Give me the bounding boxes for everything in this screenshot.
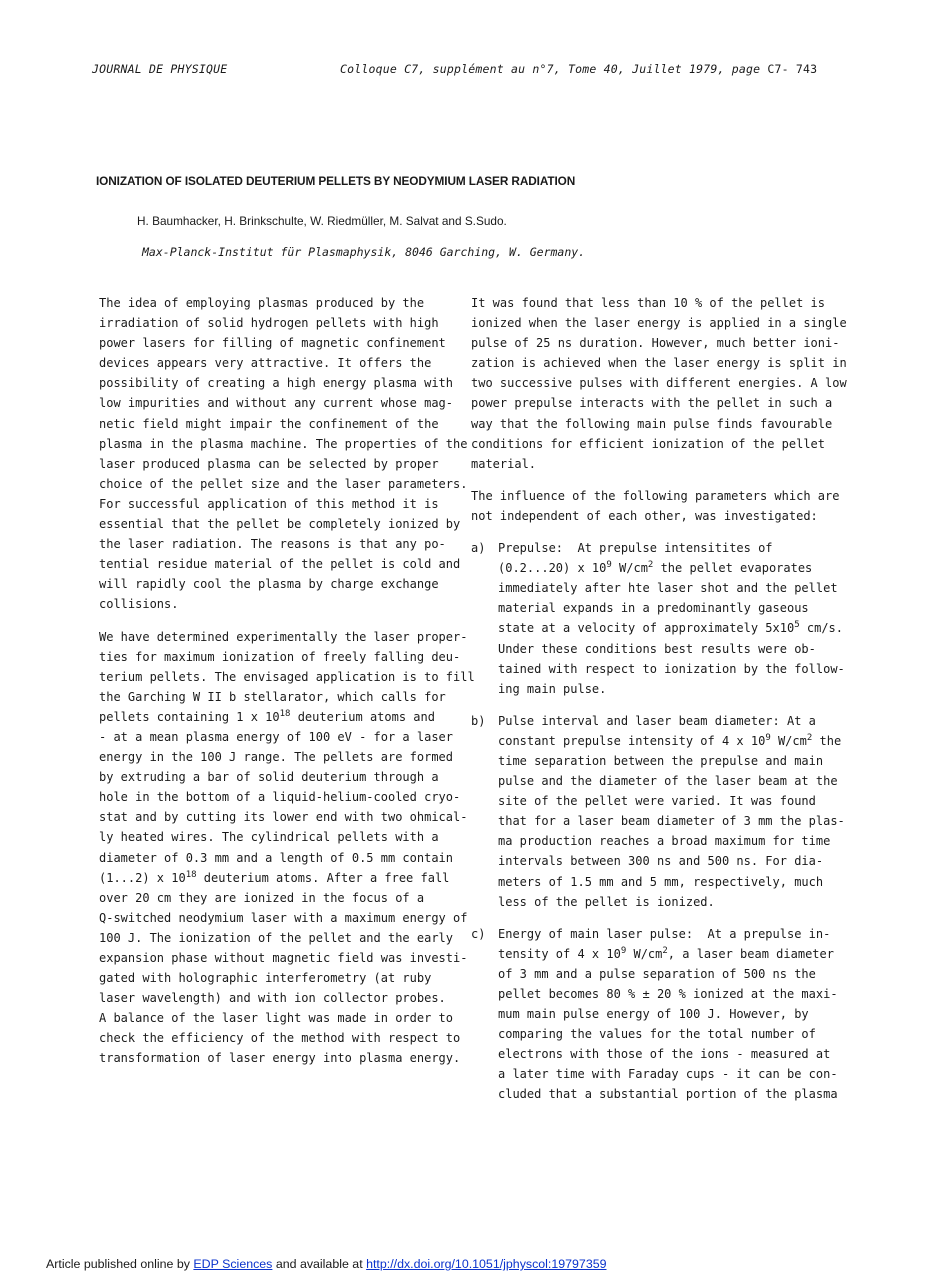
text-line: over 20 cm they are ionized in the focus of a [99, 890, 425, 905]
text-line: pellets containing 1 x $10^{18}$ deuterium atoms and [99, 708, 435, 724]
text-line: - at a mean plasma energy of 100 eV - for a laser [99, 729, 454, 744]
text-line: ly heated wires. The cylindrical pellets with a [99, 830, 439, 845]
list-item-body [498, 538, 845, 699]
text-line: laser wavelength) and with ion collector probes. [99, 991, 446, 1006]
text-line: ing main pulse. [498, 681, 607, 696]
text-line: For successful application of this method it is [99, 496, 439, 511]
text-line: by extruding a bar of solid deuterium through a [99, 770, 439, 785]
text-line: netic field might impair the confinement of the [99, 416, 439, 431]
text-line: pellet becomes 80 % ± 20 % ionized at the maxi- [498, 987, 838, 1001]
text-line: energy in the 100 J range. The pellets are formed [99, 750, 454, 765]
text-line: (1...2) x $10^{18}$ deuterium atoms. After a free fall [99, 869, 450, 885]
text-line: It was found that less than 10 % of the pellet is [471, 296, 826, 310]
text-line: Energy of main laser pulse: At a prepulse in- [498, 926, 831, 941]
text-line: immediately after hte laser shot and the pellet [498, 581, 838, 596]
text-line: devices appears very attractive. It offers the [99, 356, 432, 371]
page-number: C7- 743 [767, 62, 818, 76]
text-line: power lasers for filling of magnetic confinement [99, 336, 446, 351]
text-line: the laser radiation. The reasons is that any po- [99, 537, 446, 552]
author-list: H. Baumhacker, H. Brinkschulte, W. Riedmüller, M. Salvat and S.Sudo. [137, 214, 507, 228]
text-line: not independent of each other, was investigated: [471, 508, 818, 523]
text-line: terium pellets. The envisaged application is to fill [99, 669, 475, 684]
text-line: less of the pellet is ionized. [498, 894, 715, 909]
text-line: material. [471, 456, 537, 471]
text-line: intervals between 300 ns and 500 ns. For dia- [498, 854, 824, 869]
text-line: comparing the values for the total number of [498, 1027, 816, 1042]
text-line: cluded that a substantial portion of the plasma [498, 1087, 838, 1102]
journal-name: JOURNAL DE PHYSIQUE [92, 62, 228, 76]
text-line: low impurities and without any current whose mag- [99, 396, 454, 411]
text-line: zation is achieved when the laser energy is split in [471, 356, 847, 371]
text-line: power prepulse interacts with the pellet in such a [471, 396, 833, 411]
list-item-label: a) [471, 541, 486, 556]
text-line: The influence of the following parameters which are [471, 488, 840, 503]
text-line: of 3 mm and a pulse separation of 500 ns the [498, 966, 816, 981]
text-line: constant prepulse intensity of 4 x $10^9$ $W/cm^2$ the [498, 732, 842, 748]
list-item [471, 538, 851, 699]
text-line: essential that the pellet be completely ionized by [99, 517, 461, 532]
text-line: irradiation of solid hydrogen pellets with high [99, 316, 439, 331]
list-item-label: c) [471, 926, 486, 941]
text-line: tential residue material of the pellet is cold and [99, 557, 461, 572]
text-line: Q-switched neodymium laser with a maximum energy of [99, 910, 468, 925]
footer-middle: and available at [272, 1257, 367, 1271]
text-line: transformation of laser energy into plasma energy. [99, 1051, 461, 1066]
text-line: expansion phase without magnetic field was investi- [99, 951, 468, 965]
text-line: pulse of 25 ns duration. However, much better ioni- [471, 336, 840, 351]
text-line: We have determined experimentally the laser proper- [99, 629, 468, 644]
text-line: conditions for efficient ionization of the pellet [471, 436, 826, 451]
paper-title: IONIZATION OF ISOLATED DEUTERIUM PELLETS BY NEODYMIUM LASER RADIATION [96, 174, 576, 188]
text-line: way that the following main pulse finds favourable [471, 416, 833, 431]
list-item [471, 711, 851, 912]
text-line: A balance of the laser light was made in order to [99, 1011, 454, 1026]
text-line: site of the pellet were varied. It was found [498, 794, 816, 809]
affiliation: Max-Planck-Institut für Plasmaphysik, 8046 Garching, W. Germany. [142, 245, 586, 259]
text-line: Prepulse: At prepulse intensitites of [498, 541, 773, 556]
text-line: will rapidly cool the plasma by charge exchange [99, 577, 439, 592]
text-line: mum main pulse energy of 100 J. However, by [498, 1007, 809, 1022]
right-column [471, 293, 851, 1105]
text-line: diameter of 0.3 mm and a length of 0.5 mm contain [99, 850, 454, 865]
text-line: plasma in the plasma machine. The properties of the [99, 436, 468, 451]
list-item-body [498, 711, 845, 912]
text-line: hole in the bottom of a liquid-helium-cooled cryo- [99, 790, 461, 805]
text-line: meters of 1.5 mm and 5 mm, respectively, much [498, 874, 824, 889]
text-line: The idea of employing plasmas produced by the [99, 296, 425, 310]
text-line: pulse and the diameter of the laser beam at the [498, 774, 838, 789]
text-line: electrons with those of the ions - measured at [498, 1047, 831, 1062]
text-line: the Garching W II b stellarator, which calls for [99, 689, 446, 704]
text-line: stat and by cutting its lower end with two ohmical- [99, 810, 468, 825]
left-column [99, 293, 475, 1069]
text-line: a later time with Faraday cups - it can be con- [498, 1067, 838, 1082]
text-line: 100 J. The ionization of the pellet and the early [99, 930, 454, 945]
text-line: state at a velocity of approximately $5x10^5$ cm/s. [498, 620, 843, 636]
text-line: (0.2...20) x $10^9$ $W/cm^2$ the pellet evaporates [498, 560, 813, 576]
text-line: Pulse interval and laser beam diameter: At a [498, 713, 816, 728]
doi-link[interactable]: http://dx.doi.org/10.1051/jphyscol:19797359 [366, 1257, 607, 1271]
text-line: laser produced plasma can be selected by proper [99, 456, 439, 471]
list-item-body [498, 924, 838, 1105]
text-line: that for a laser beam diameter of 3 mm the plas- [498, 814, 845, 829]
list-item-label: b) [471, 713, 486, 728]
text-line: two successive pulses with different energies. A low [471, 376, 847, 391]
publisher-link[interactable]: EDP Sciences [193, 1257, 273, 1271]
text-line: gated with holographic interferometry (at ruby [99, 971, 432, 986]
footer-prefix: Article published online by [46, 1257, 194, 1271]
colloque-info: Colloque C7, supplément au n°7, Tome 40, Juillet 1979, page [340, 62, 761, 76]
text-line: material expands in a predominantly gaseous [498, 601, 809, 616]
text-line: collisions. [99, 597, 179, 612]
list-item [471, 924, 851, 1105]
text-line: ionized when the laser energy is applied in a single [471, 316, 847, 331]
text-line: ties for maximum ionization of freely falling deu- [99, 649, 461, 664]
text-line: Under these conditions best results were ob- [498, 641, 816, 656]
text-line: tained with respect to ionization by the follow- [498, 661, 845, 676]
text-line: time separation between the prepulse and main [498, 753, 824, 768]
text-line: check the efficiency of the method with respect to [99, 1031, 461, 1046]
colloque-header [340, 62, 817, 76]
text-line: ma production reaches a broad maximum for time [498, 834, 831, 849]
publication-footer [46, 1257, 607, 1271]
text-line: choice of the pellet size and the laser parameters. [99, 476, 468, 491]
text-line: possibility of creating a high energy plasma with [99, 376, 454, 391]
text-line: tensity of 4 x $10^9$ $W/cm^2$, a laser beam diameter [498, 945, 834, 961]
